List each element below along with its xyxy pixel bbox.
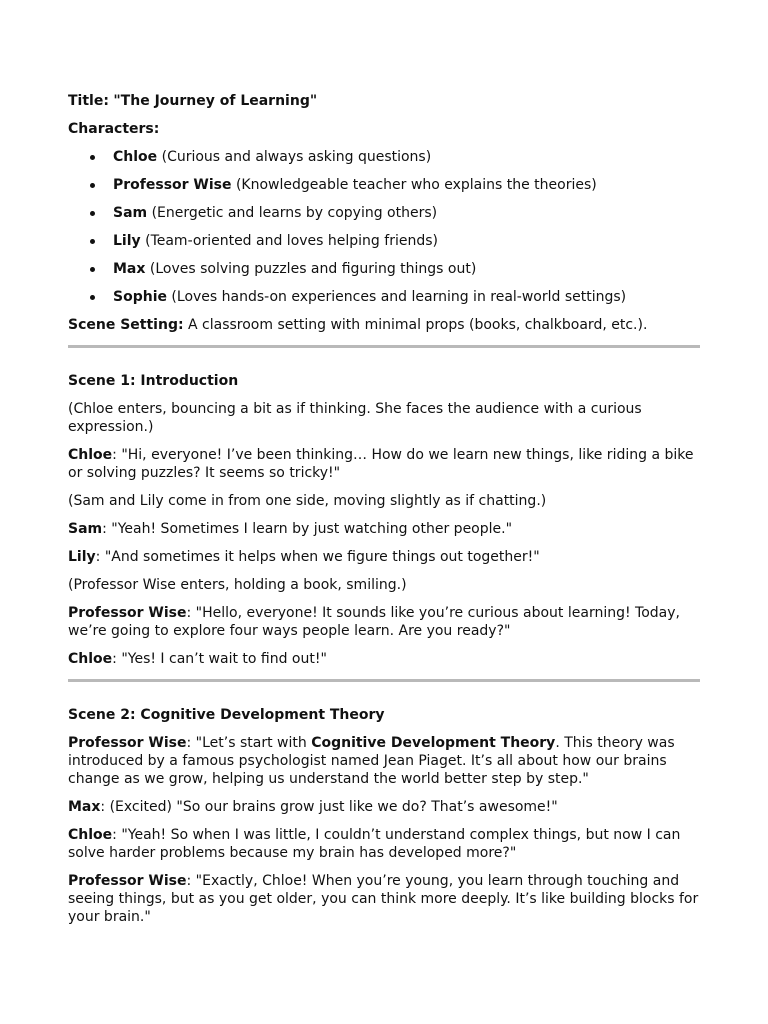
section-divider — [68, 345, 700, 348]
dialogue-text: : "Let’s start with — [186, 735, 312, 751]
speaker-name: Sam — [68, 521, 103, 537]
character-desc: (Knowledgeable teacher who explains the theories) — [231, 177, 597, 193]
character-name: Lily — [113, 233, 141, 249]
bullet-icon — [90, 267, 95, 272]
characters-heading: Characters: — [68, 121, 160, 137]
dialogue-line — [68, 650, 700, 668]
character-desc: (Loves solving puzzles and figuring things out) — [145, 261, 477, 277]
stage-direction: (Chloe enters, bouncing a bit as if thinking. She faces the audience with a curious expression.) — [68, 401, 642, 435]
stage-direction: (Sam and Lily come in from one side, moving slightly as if chatting.) — [68, 493, 547, 509]
character-name: Max — [113, 261, 146, 277]
list-item — [68, 260, 700, 278]
list-item — [68, 288, 700, 306]
stage-direction: (Professor Wise enters, holding a book, smiling.) — [68, 577, 407, 593]
dialogue-text: : "Yes! I can’t wait to find out!" — [112, 651, 327, 667]
setting-label: Scene Setting: — [68, 317, 184, 333]
scene-setting — [68, 316, 700, 334]
title-label: Title: — [68, 93, 109, 109]
doc-title — [68, 92, 700, 110]
section-divider — [68, 679, 700, 682]
character-desc: (Team-oriented and loves helping friends) — [140, 233, 438, 249]
list-item — [68, 204, 700, 222]
dialogue-text: : "Exactly, Chloe! When you’re young, you learn through touching and seeing things, but as you get older, you can think more deeply. It’s like building blocks for your brain." — [68, 873, 699, 925]
dialogue-text: : "Yeah! So when I was little, I couldn’t understand complex things, but now I can solve harder problems because my brain has developed more?" — [68, 827, 681, 861]
speaker-name: Lily — [68, 549, 96, 565]
speaker-name: Professor Wise — [68, 873, 187, 889]
dialogue-line — [68, 826, 700, 862]
list-item — [68, 148, 700, 166]
dialogue-text: : (Excited) "So our brains grow just like we do? That’s awesome!" — [100, 799, 558, 815]
dialogue-line — [68, 872, 700, 926]
bullet-icon — [90, 183, 95, 188]
list-item — [68, 176, 700, 194]
dialogue-line — [68, 548, 700, 566]
character-desc: (Curious and always asking questions) — [157, 149, 432, 165]
speaker-name: Chloe — [68, 447, 113, 463]
character-desc: (Loves hands-on experiences and learning in real-world settings) — [166, 289, 627, 305]
character-list — [68, 148, 700, 306]
theory-name: Cognitive Development Theory — [311, 735, 556, 751]
dialogue-line — [68, 798, 700, 816]
bullet-icon — [90, 239, 95, 244]
bullet-icon — [90, 295, 95, 300]
character-name: Sophie — [113, 289, 167, 305]
speaker-name: Max — [68, 799, 101, 815]
character-name: Professor Wise — [113, 177, 232, 193]
character-name: Sam — [113, 205, 148, 221]
dialogue-line — [68, 604, 700, 640]
dialogue-text: : "Yeah! Sometimes I learn by just watching other people." — [102, 521, 513, 537]
speaker-name: Chloe — [68, 827, 113, 843]
speaker-name: Professor Wise — [68, 605, 187, 621]
scene-1-title: Scene 1: Introduction — [68, 373, 239, 389]
dialogue-line — [68, 520, 700, 538]
setting-text: A classroom setting with minimal props (books, chalkboard, etc.). — [183, 317, 648, 333]
title-text: "The Journey of Learning" — [113, 93, 318, 109]
character-name: Chloe — [113, 149, 158, 165]
dialogue-line — [68, 734, 700, 788]
list-item — [68, 232, 700, 250]
dialogue-text: . This theory was introduced by a famous psychologist named Jean Piaget. It’s all about how our brains change as we grow, helping us understand the world better step by step." — [68, 735, 675, 787]
scene-2-title: Scene 2: Cognitive Development Theory — [68, 707, 385, 723]
dialogue-text: : "Hello, everyone! It sounds like you’re curious about learning! Today, we’re going to explore four ways people learn. Are you ready?" — [68, 605, 680, 639]
bullet-icon — [90, 211, 95, 216]
speaker-name: Chloe — [68, 651, 113, 667]
speaker-name: Professor Wise — [68, 735, 187, 751]
character-desc: (Energetic and learns by copying others) — [147, 205, 438, 221]
dialogue-text: : "Hi, everyone! I’ve been thinking… How do we learn new things, like riding a bike or solving puzzles? It seems so tricky!" — [68, 447, 694, 481]
dialogue-text: : "And sometimes it helps when we figure things out together!" — [95, 549, 540, 565]
bullet-icon — [90, 155, 95, 160]
dialogue-line — [68, 446, 700, 482]
